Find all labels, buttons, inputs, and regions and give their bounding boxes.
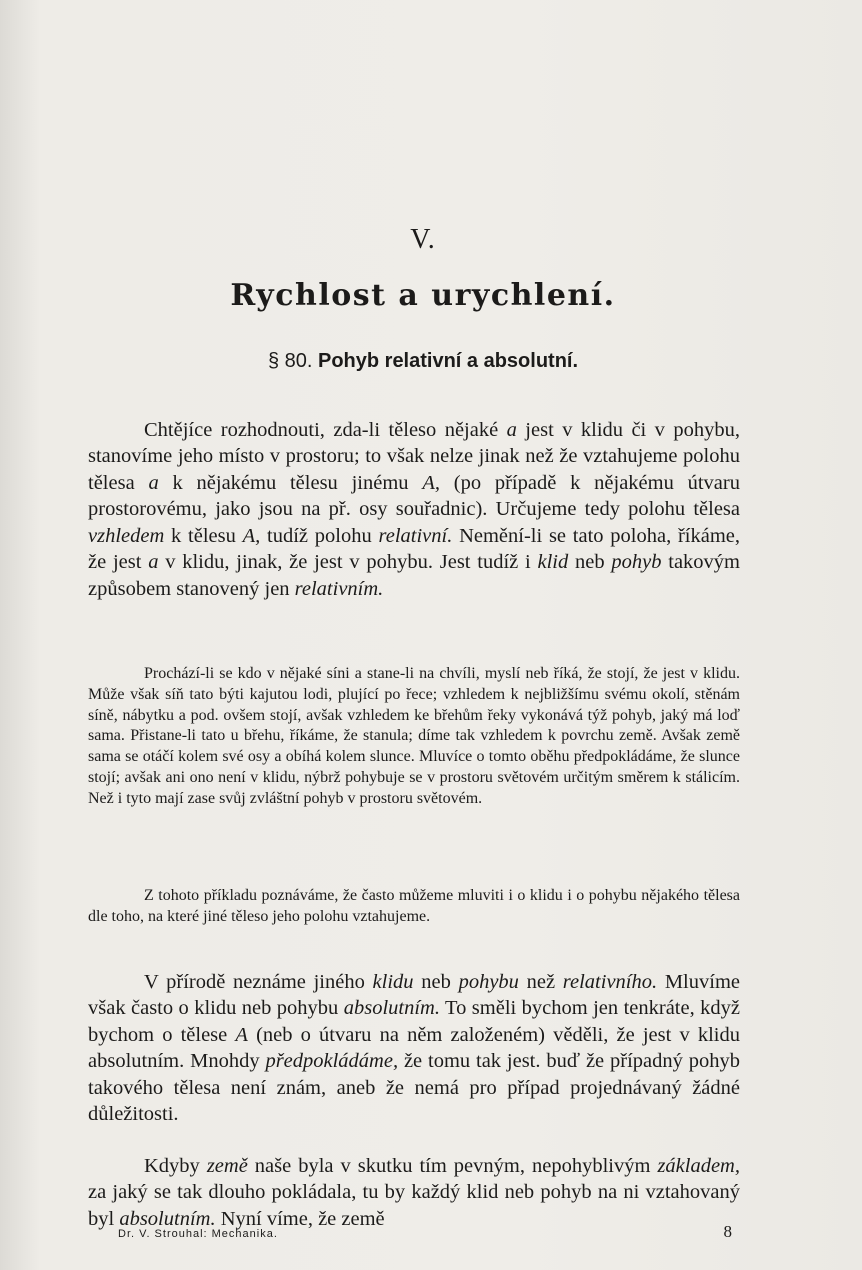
section-heading: [88, 350, 758, 373]
paragraph-4: V přírodě neznáme jiného klidu neb pohybu než relativního. Mluvíme však často o klidu neb pohybu absolutním. To směli bychom jen tenkráte, když bychom o tělese A (neb o útvaru na něm založeném) věděli, že jest v klidu absolutním. Mnohdy předpokládáme, že tomu tak jest. buď že případný pohyb takového tělesa není znám, aneb že nemá pro případ projednávaný žádné důležitosti.: [88, 970, 740, 1125]
paragraph-2-small-print: Prochází-li se kdo v nějaké síni a stane-li na chvíli, myslí neb říká, že stojí, že jest v klidu. Může však síň tato býti kajutou lodi, plující po řece; vzhledem k nejbližšímu svému okolí, stěnám síně, nábytku a pod. ovšem stojí, avšak vzhledem ke břehům řeky vykonává týž pohyb, jaký má loď sama. Přistane-li tato u břehu, říkáme, že stanula; díme tak vzhledem k povrchu země. Avšak země sama se otáčí kolem své osy a obíhá kolem slunce. Mluvíce o tomto oběhu předpokládáme, že slunce stojí; avšak ani ono není v klidu, nýbrž pohybuje se v prostoru světovém určitým směrem k stálicím. Než i tyto mají zase svůj zvláštní pohyb v prostoru světovém.: [88, 665, 740, 807]
chapter-title: Rychlost a urychlení.: [230, 278, 616, 313]
paragraph-5: Kdyby země naše byla v skutku tím pevným, nepohyblivým základem, za jaký se tak dlouho pokládala, tu by každý klid neb pohyb na ni vztahovaný byl absolutním. Nyní víme, že země: [88, 1154, 740, 1230]
chapter-number: V.: [410, 224, 436, 255]
page-footer: [88, 1222, 740, 1242]
section-number: § 80.: [267, 350, 313, 372]
footer-signature: Dr. V. Strouhal: Mechanika.: [118, 1228, 278, 1240]
section-title: Pohyb relativní a absolutní.: [317, 350, 579, 372]
paragraph-3-small-print: Z tohoto příkladu poznáváme, že často můžeme mluviti i o klidu i o pohybu nějakého tělesa dle toho, na které jiné těleso jeho polohu vztahujeme.: [88, 887, 740, 925]
page-number: 8: [723, 1222, 732, 1241]
paragraph-1: Chtějíce rozhodnouti, zda-li těleso nějaké a jest v klidu či v pohybu, stanovíme jeho místo v prostoru; to však nelze jinak než že vztahujeme polohu tělesa a k nějakému tělesu jinému A, (po případě k nějakému útvaru prostorovému, jako jsou na př. osy souřadnic). Určujeme tedy polohu tělesa vzhledem k tělesu A, tudíž polohu relativní. Nemění-li se tato poloha, říkáme, že jest a v klidu, jinak, že jest v pohybu. Jest tudíž i klid neb pohyb takovým způsobem stanovený jen relativním.: [88, 418, 741, 600]
